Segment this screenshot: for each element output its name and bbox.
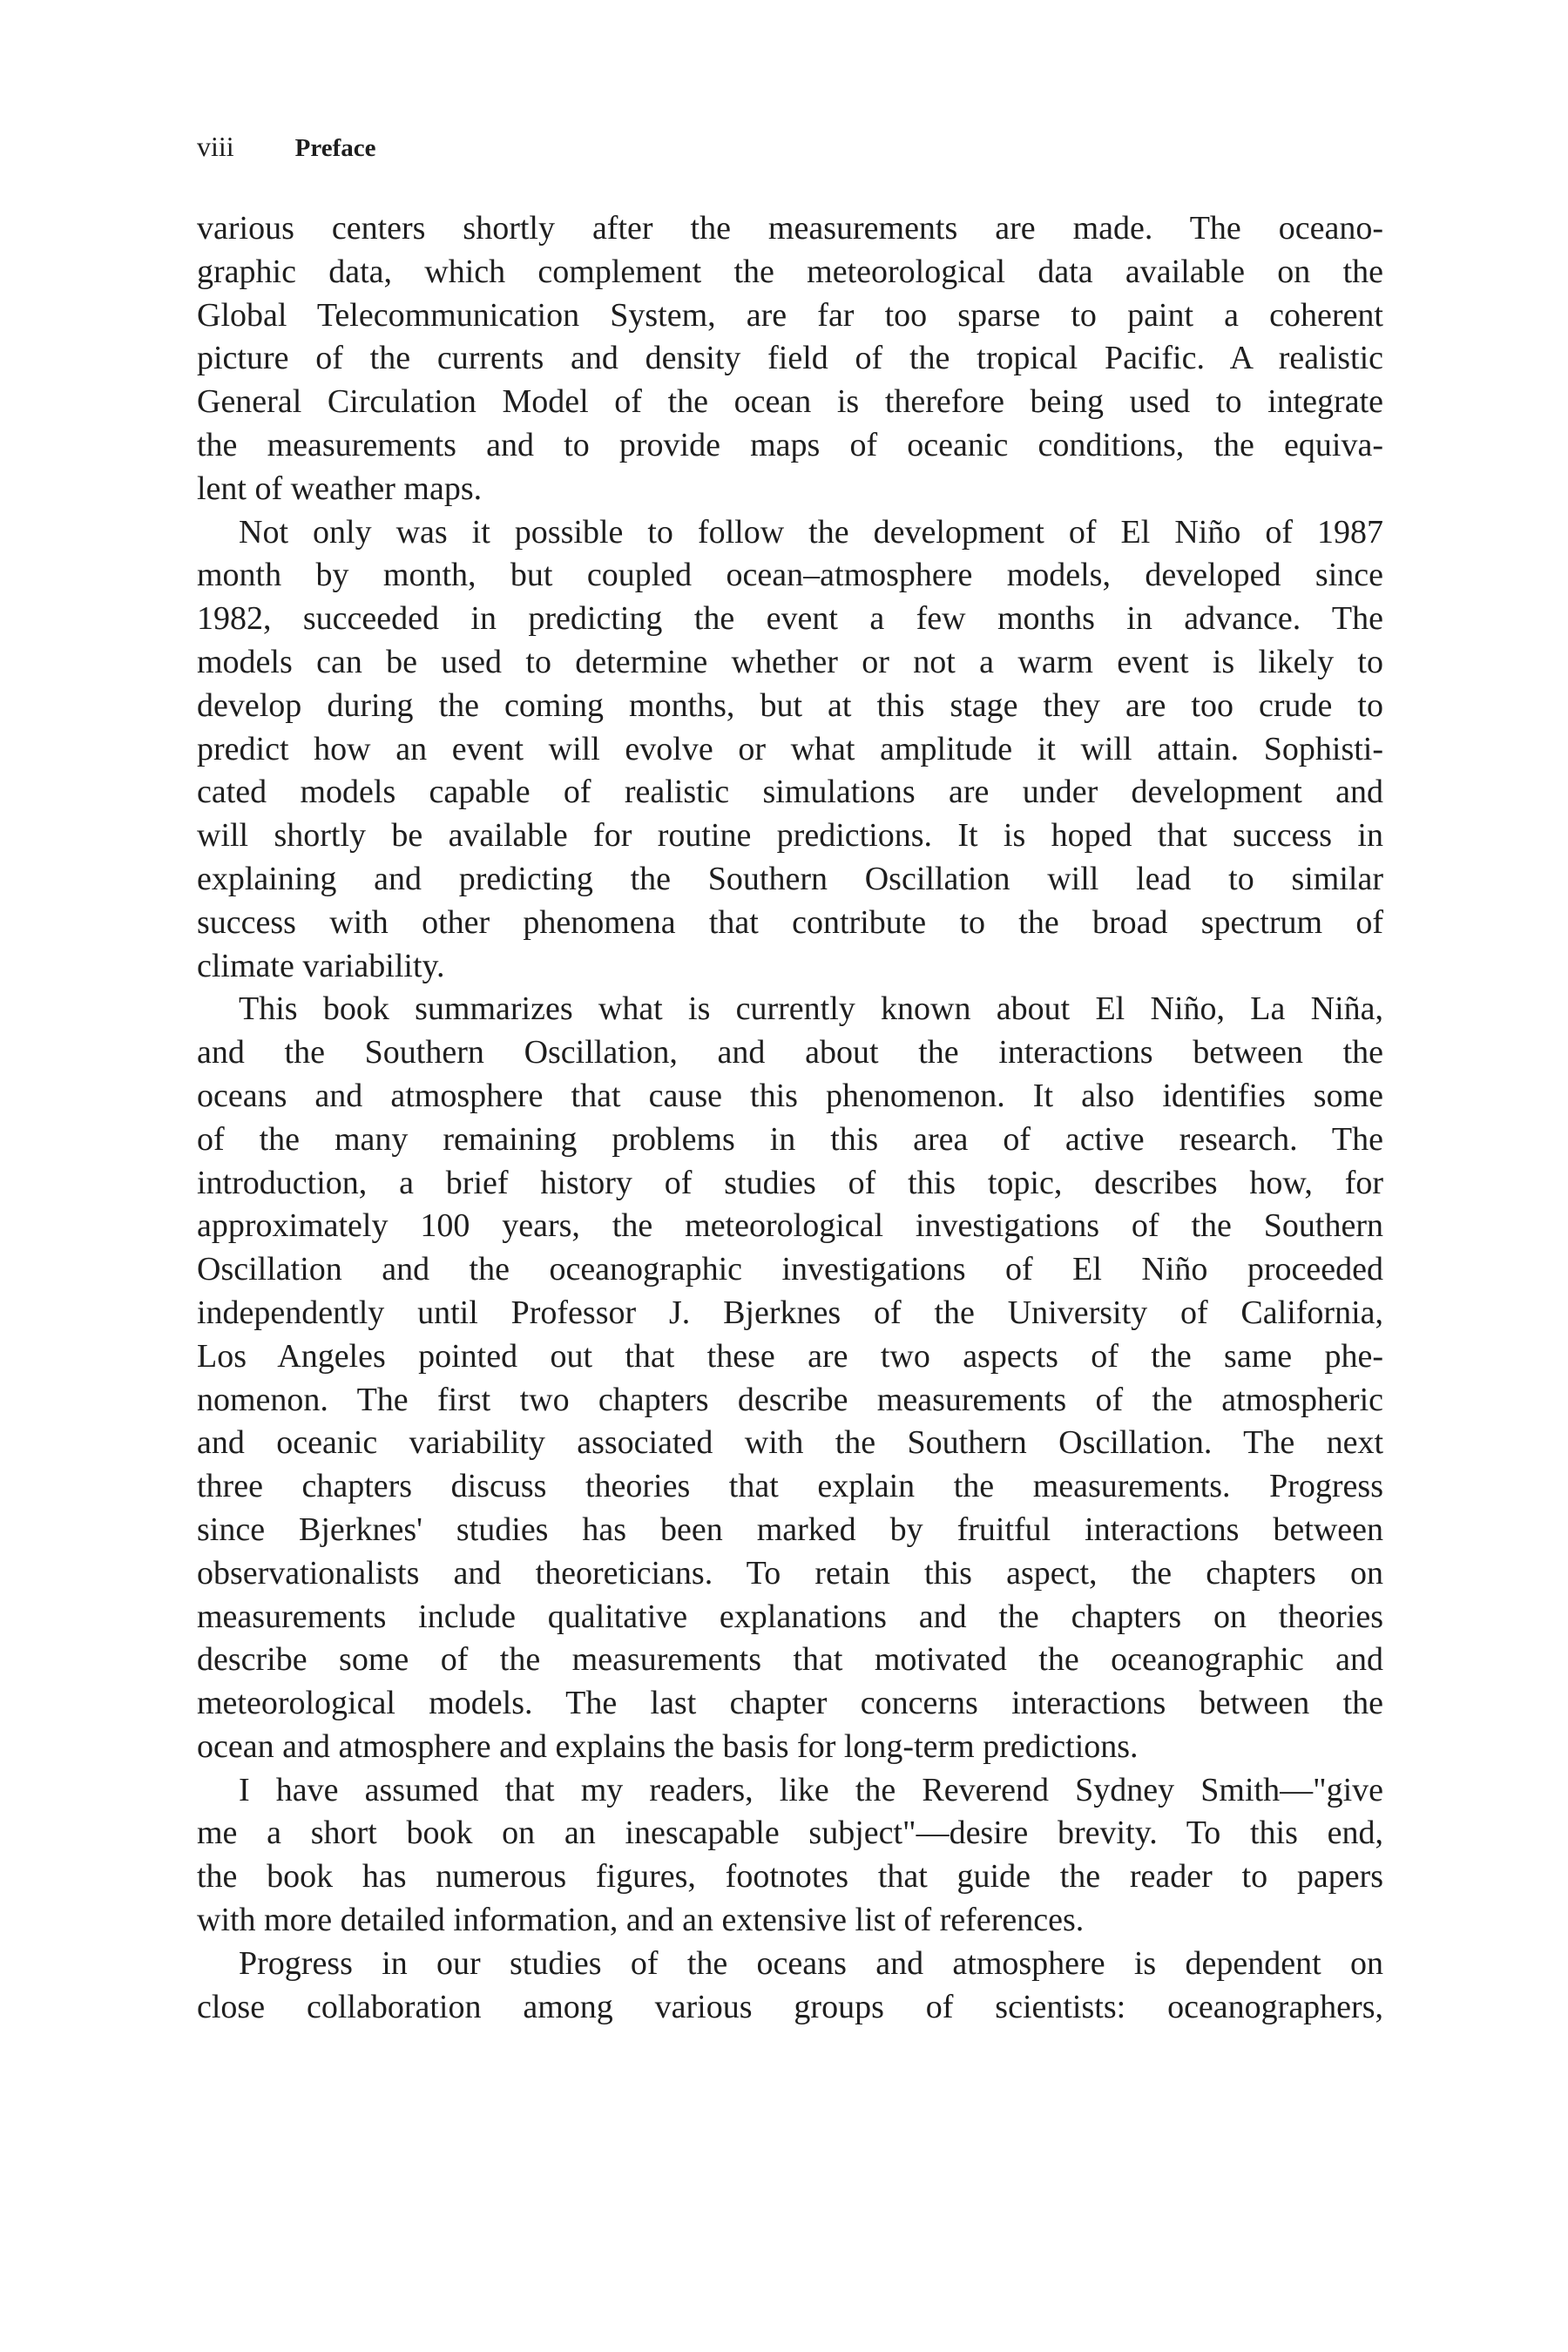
text-line: independently until Professor J. Bjerknes of the University of California, bbox=[197, 1294, 1383, 1331]
text-line: ocean and atmosphere and explains the basis for long-term predictions. bbox=[197, 1727, 1139, 1765]
text-line: observationalists and theoreticians. To retain this aspect, the chapters on bbox=[197, 1554, 1383, 1592]
running-head bbox=[197, 129, 376, 166]
text-line: This book summarizes what is currently known about El Niño, La Niña, bbox=[239, 990, 1383, 1028]
text-line: of the many remaining problems in this area of active research. The bbox=[197, 1120, 1383, 1158]
text-line: measurements include qualitative explanations and the chapters on theories bbox=[197, 1598, 1383, 1635]
text-line: picture of the currents and density field of the tropical Pacific. A realistic bbox=[197, 340, 1383, 377]
text-line: Not only was it possible to follow the development of El Niño of 1987 bbox=[239, 513, 1383, 551]
paragraph-el-nino-1987 bbox=[197, 511, 1383, 989]
text-line: graphic data, which complement the meteorological data available on the bbox=[197, 253, 1383, 290]
text-line: explaining and predicting the Southern Oscillation will lead to similar bbox=[197, 860, 1383, 897]
text-line: approximately 100 years, the meteorological investigations of the Southern bbox=[197, 1207, 1383, 1245]
text-line: predict how an event will evolve or what amplitude it will attain. Sophisti- bbox=[197, 730, 1383, 767]
paragraph-book-summary bbox=[197, 988, 1383, 1768]
text-line: Oscillation and the oceanographic investigations of El Niño proceeded bbox=[197, 1251, 1383, 1288]
text-line: three chapters discuss theories that explain the measurements. Progress bbox=[197, 1468, 1383, 1505]
text-line: Los Angeles pointed out that these are two aspects of the same phe- bbox=[197, 1337, 1383, 1375]
text-line: and the Southern Oscillation, and about the interactions between the bbox=[197, 1034, 1383, 1071]
paragraph-brevity bbox=[197, 1769, 1383, 1943]
text-line: cated models capable of realistic simulations are under development and bbox=[197, 774, 1383, 811]
text-line: me a short book on an inescapable subject"—desire brevity. To this end, bbox=[197, 1815, 1383, 1852]
text-line: develop during the coming months, but at this stage they are too crude to bbox=[197, 686, 1383, 724]
text-line: 1982, succeeded in predicting the event a few months in advance. The bbox=[197, 600, 1383, 638]
body-text bbox=[197, 207, 1383, 2029]
text-line: success with other phenomena that contribute to the broad spectrum of bbox=[197, 903, 1383, 941]
text-line: with more detailed information, and an extensive list of references. bbox=[197, 1902, 1085, 1939]
text-line: Progress in our studies of the oceans and atmosphere is dependent on bbox=[239, 1944, 1383, 1982]
text-line: the book has numerous figures, footnotes that guide the reader to papers bbox=[197, 1858, 1383, 1896]
paragraph-continuation bbox=[197, 207, 1383, 511]
text-line: oceans and atmosphere that cause this phenomenon. It also identifies some bbox=[197, 1077, 1383, 1114]
text-line: meteorological models. The last chapter concerns interactions between the bbox=[197, 1685, 1383, 1722]
section-title: Preface bbox=[294, 134, 376, 162]
text-line: various centers shortly after the measurements are made. The oceano- bbox=[197, 210, 1383, 247]
text-line: models can be used to determine whether or not a warm event is likely to bbox=[197, 643, 1383, 680]
text-line: lent of weather maps. bbox=[197, 470, 483, 507]
text-line: month by month, but coupled ocean–atmosphere models, developed since bbox=[197, 557, 1383, 594]
text-line: the measurements and to provide maps of oceanic conditions, the equiva- bbox=[197, 426, 1383, 463]
paragraph-collaboration bbox=[197, 1943, 1383, 2030]
text-line: close collaboration among various groups of scientists: oceanographers, bbox=[197, 1988, 1383, 2025]
text-line: and oceanic variability associated with the Southern Oscillation. The next bbox=[197, 1424, 1383, 1462]
text-line: I have assumed that my readers, like the Reverend Sydney Smith—"give bbox=[239, 1771, 1383, 1808]
text-line: Global Telecommunication System, are far too sparse to paint a coherent bbox=[197, 296, 1383, 334]
page-number: viii bbox=[197, 131, 234, 162]
text-line: General Circulation Model of the ocean is therefore being used to integrate bbox=[197, 383, 1383, 421]
text-line: describe some of the measurements that motivated the oceanographic and bbox=[197, 1641, 1383, 1679]
text-line: climate variability. bbox=[197, 947, 445, 984]
text-line: introduction, a brief history of studies of this topic, describes how, for bbox=[197, 1164, 1383, 1201]
text-line: will shortly be available for routine predictions. It is hoped that success in bbox=[197, 817, 1383, 855]
text-line: nomenon. The first two chapters describe measurements of the atmospheric bbox=[197, 1381, 1383, 1418]
text-line: since Bjerknes' studies has been marked by fruitful interactions between bbox=[197, 1511, 1383, 1548]
